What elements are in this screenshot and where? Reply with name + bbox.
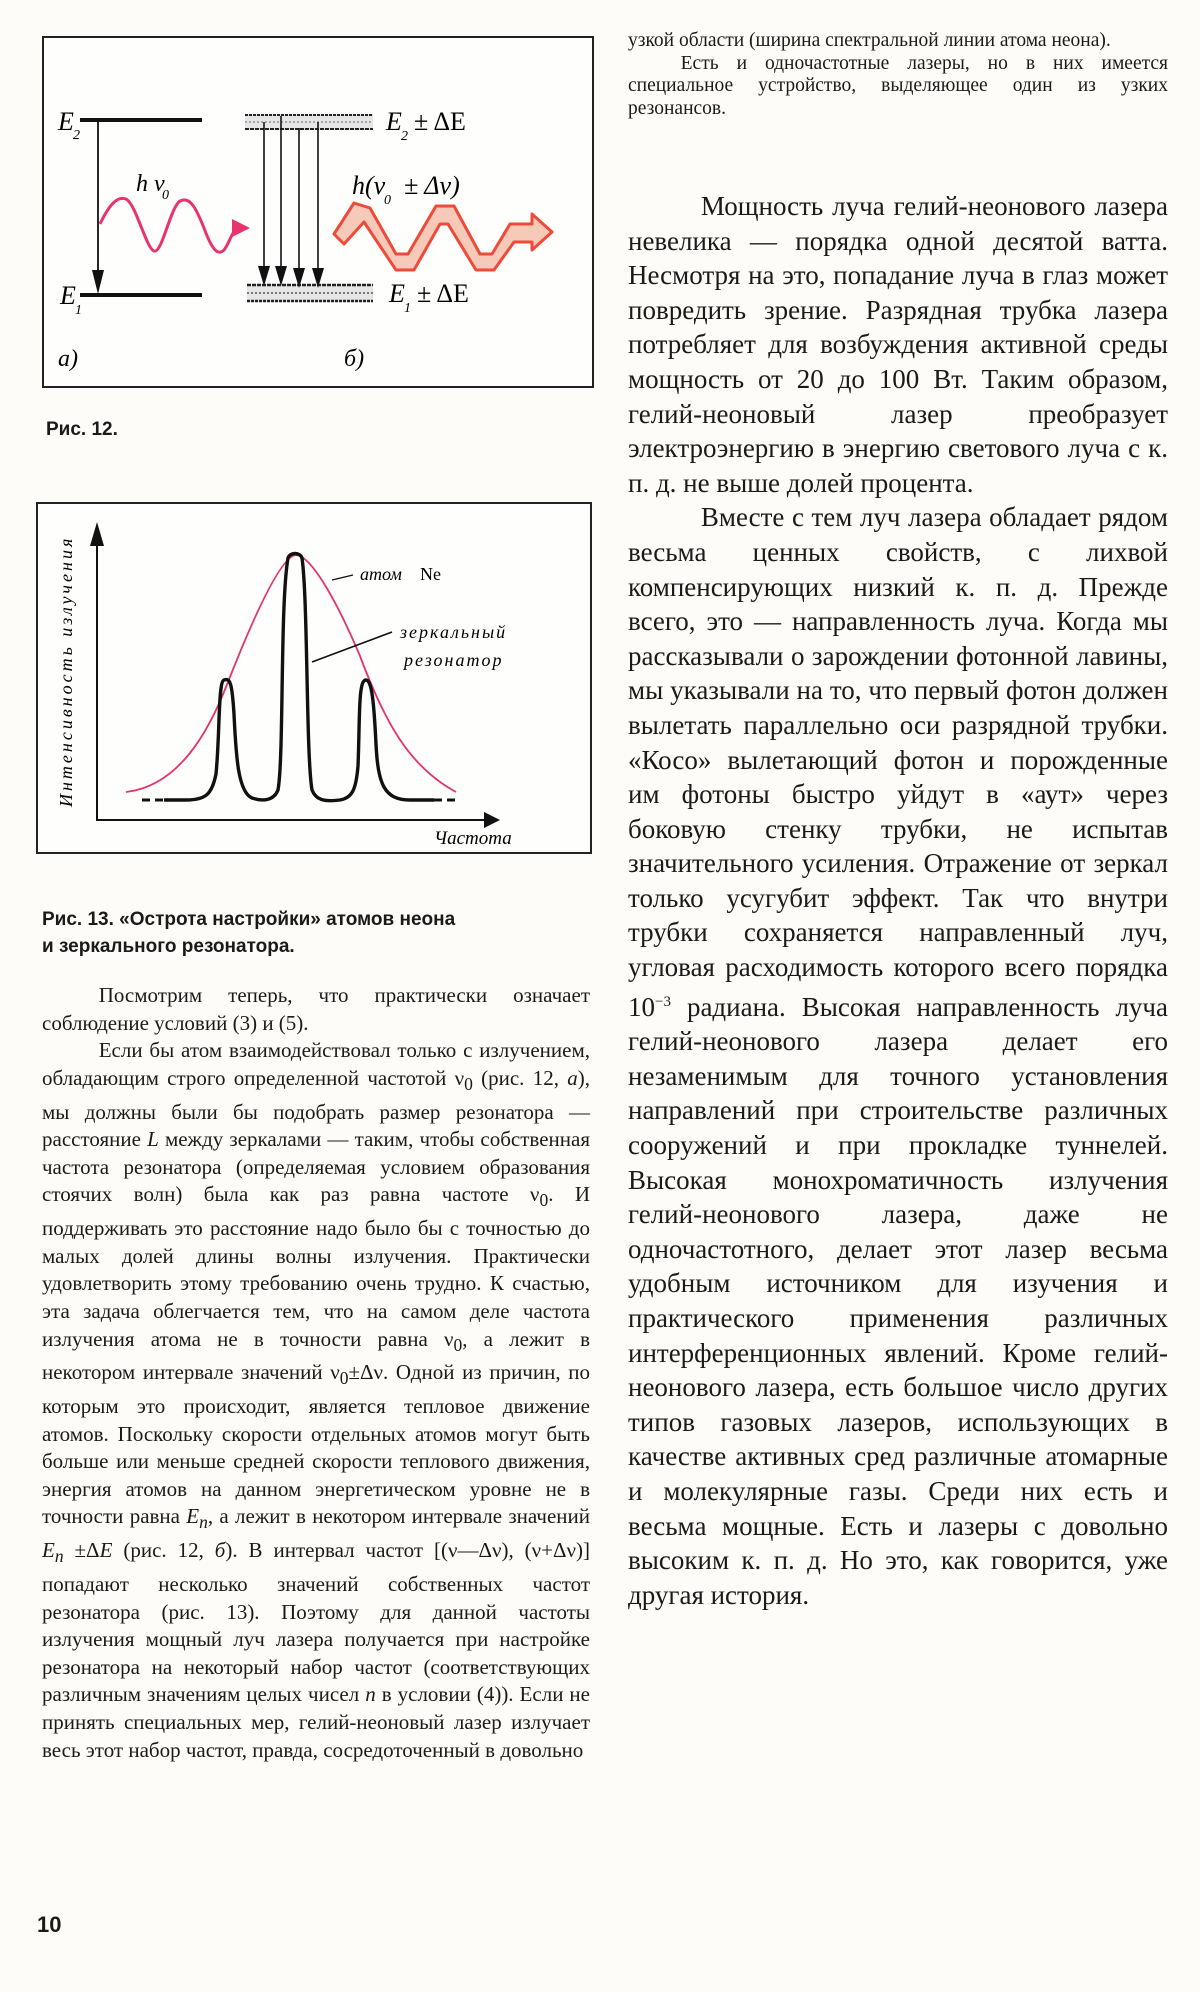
resonator-curve bbox=[164, 554, 434, 801]
resonance-chart bbox=[38, 504, 590, 852]
svg-text:h ν: h ν bbox=[136, 171, 165, 197]
figure-13-caption bbox=[42, 906, 592, 960]
down-arrow-icon bbox=[275, 266, 287, 286]
label-mirror-2: резонатор bbox=[404, 650, 504, 670]
broadened-photon-wave bbox=[334, 203, 552, 270]
svg-text:1: 1 bbox=[404, 301, 411, 316]
svg-text:± Δν): ± Δν) bbox=[404, 171, 460, 200]
label-atom: атом bbox=[360, 564, 402, 584]
svg-text:h(ν: h(ν bbox=[352, 171, 386, 200]
svg-text:E: E bbox=[389, 279, 405, 308]
left-column-text bbox=[42, 982, 590, 1764]
y-axis-label: Интенсивность излучения bbox=[56, 535, 76, 807]
figure-13 bbox=[36, 502, 592, 854]
panel-b-label: б) bbox=[344, 346, 365, 372]
page-number: 10 bbox=[37, 1912, 62, 1937]
svg-text:± ΔE: ± ΔE bbox=[414, 107, 466, 136]
label-ne: Ne bbox=[420, 564, 441, 584]
paragraph: узкой области (ширина спектральной линии атома неона). bbox=[628, 30, 1111, 51]
down-arrow-icon bbox=[258, 266, 270, 286]
svg-text:E: E bbox=[60, 281, 76, 310]
svg-text:2: 2 bbox=[401, 129, 408, 144]
paragraph: Вместе с тем луч лазера обладает рядом весьма ценных свойств, с лихвой компенсирующих низкий к. п. д. Прежде всего, это — направленность луча. Когда мы рассказывали о зарождении фотонной лавины, мы указывали на то, что первый фотон должен вылетать параллельно оси разрядной трубки. «Косо» вылетающий фотон и порожденные им фотоны быстро уйдут в «аут» через боковую стенку трубки, не испытав значительного усиления. Отражение от зеркал только усугубит эффект. Так что внутри трубки сохраняется направленный луч, угловая расходимость которого всего порядка $10^{-3}$ радиана. Высокая направленность луча гелий-неонового лазера делает его незаменимым для точного установления направлений при строительстве различных сооружений и при прокладке туннелей. Высокая монохроматичность излучения гелий-неонового лазера, даже не одночастотного, делает этот лазер весьма удобным источником для изучения и практического применения различных интерференционных явлений. Кроме гелий-неонового лазера, есть большое число других типов газовых лазеров, использующих в качестве активных сред различные атомарные и молекулярные газы. Среди них есть и весьма мощные. Есть и лазеры с довольно высоким к. п. д. Но это, как говорится, уже другая история. bbox=[628, 502, 1168, 1610]
svg-text:± ΔE: ± ΔE bbox=[417, 279, 469, 308]
broadened-level-e1 bbox=[247, 284, 373, 302]
panel-a-label: а) bbox=[58, 346, 78, 372]
svg-text:E: E bbox=[386, 107, 402, 136]
svg-text:0: 0 bbox=[384, 193, 391, 208]
energy-level-diagram bbox=[44, 38, 592, 386]
svg-text:2: 2 bbox=[73, 128, 80, 143]
paragraph: Мощность луча гелий-неонового лазера невелика — порядка одной десятой ватта. Несмотря на это, попадание луча в глаз может повредить зрение. Разрядная трубка лазера потребляет для возбуждения активной среды мощность от 20 до 100 Вт. Таким образом, гелий-неоновый лазер преобразует электроэнергию в энергию светового луча с к. п. д. не выше долей процента. bbox=[628, 191, 1168, 498]
e2-label: E bbox=[58, 107, 74, 136]
paragraph: Есть и одночастотные лазеры, но в них имеется специальное устройство, выделяющее один из узких резонансов. bbox=[628, 52, 1168, 119]
wave-arrow-icon bbox=[232, 219, 250, 237]
y-axis-arrow-icon bbox=[90, 522, 104, 546]
down-arrow-icon bbox=[92, 270, 104, 294]
right-column-text bbox=[628, 189, 1168, 1612]
label-mirror-1: зеркальный bbox=[400, 622, 508, 642]
x-axis-label: Частота bbox=[434, 828, 512, 849]
transition-arrows bbox=[264, 116, 318, 270]
atom-ne-curve bbox=[126, 555, 456, 792]
caption-line-1: Рис. 13. «Острота настройки» атомов неона bbox=[42, 909, 456, 930]
caption-line-2: и зеркального резонатора. bbox=[42, 936, 295, 957]
photon-wave bbox=[100, 198, 240, 252]
x-axis-arrow-icon bbox=[484, 812, 500, 828]
svg-text:1: 1 bbox=[75, 303, 82, 318]
figure-12-caption: Рис. 12. bbox=[46, 419, 118, 440]
paragraph: Если бы атом взаимодействовал только с излучением, обладающим строго определенной частотой $\nu_0$ (рис. 12, а), мы должны были бы подобрать размер резонатора — расстояние L между зеркалами — таким, чтобы собственная частота резонатора (определяемая условием образования стоячих волн) была как раз равна частоте $\nu_0$. И поддерживать это расстояние надо было бы с точностью до малых долей длины волны излучения. Практически удовлетворить этому требованию очень трудно. К счастью, эта задача облегчается тем, что на самом деле частота излучения атома не в точности равна $\nu_0$, а лежит в некотором интервале значений $\nu_0\pm\Delta\nu$. Одной из причин, по которым это происходит, является тепловое движение атомов. Поскольку скорости отдельных атомов могут быть больше или меньше средней скорости теплового движения, энергия атомов на данном энергетическом уровне не в точности равна $E_n$, а лежит в некотором интервале значений $E_n \pm\Delta E$ (рис. 12, б). В интервал частот [(ν—Δν), (ν+Δν)] попадают несколько значений собственных частот резонатора (рис. 13). Поэтому для данной частоты излучения мощный луч лазера получается при настройке резонатора на некоторый набор частот (соответствующих различным значениям целых чисел n в условии (4)). Если не принять специальных мер, гелий-неоновый лазер излучает весь этот набор частот, правда, сосредоточенный в довольно bbox=[42, 1038, 591, 1762]
right-column-intro bbox=[628, 30, 1168, 120]
paragraph: Посмотрим теперь, что практически означает соблюдение условий (3) и (5). bbox=[42, 983, 590, 1035]
svg-text:0: 0 bbox=[162, 188, 169, 203]
figure-12 bbox=[42, 36, 594, 388]
